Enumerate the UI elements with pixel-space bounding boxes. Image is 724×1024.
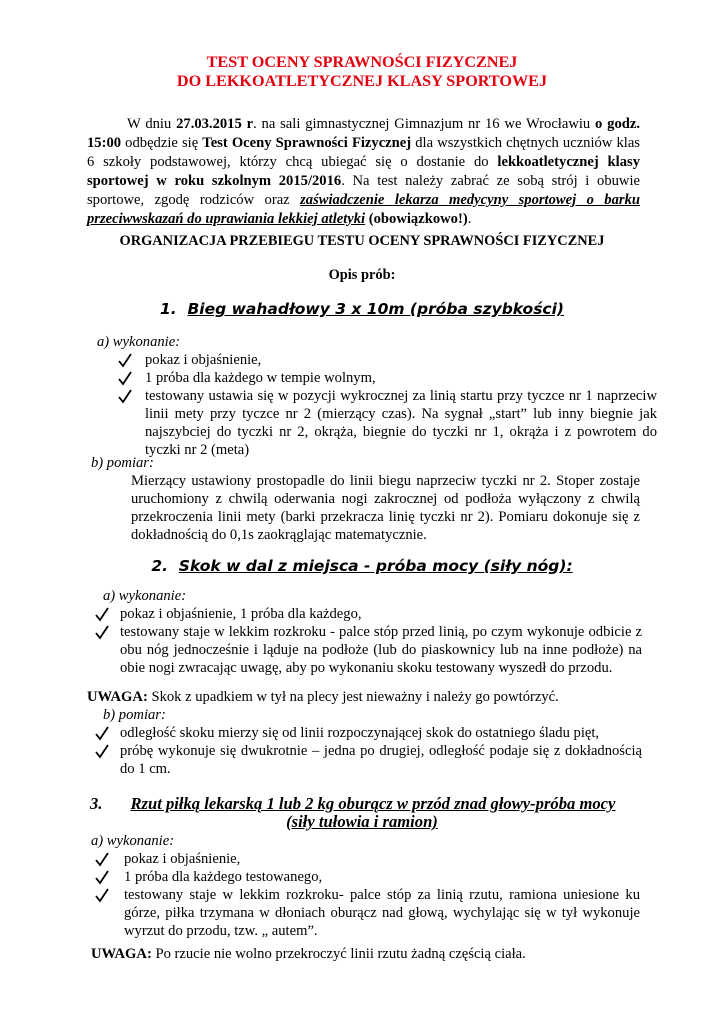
checkmark-icon <box>118 352 132 368</box>
checkmark-icon <box>95 624 109 640</box>
checkmark-icon <box>95 725 109 741</box>
checkmark-icon <box>118 370 132 386</box>
checkmark-icon <box>95 851 109 867</box>
tests-heading: Opis prób: <box>328 267 396 283</box>
organization-heading: ORGANIZACJA PRZEBIEGU TESTU OCENY SPRAWNOŚCI FIZYCZNEJ <box>119 233 605 249</box>
document-page: TEST OCENY SPRAWNOŚCI FIZYCZNEJ DO LEKKOATLETYCZNEJ KLASY SPORTOWEJ W dniu 27.03.2015 r. na sali gimnastycznej Gimnazjum nr 16 we Wrocławiu o godz. 15:00 odbędzie się Test Oceny Sprawności Fizycznej dla wszystkich chętnych uczniów klas 6 szkoły podstawowej, którzy chcą ubiegać się o dostanie do lekkoatletycznej klasy sportowej w roku szkolnym 2015/2016. Na test należy zabrać ze sobą strój i obuwie sportowe, zgodę rodziców oraz zaświadczenie lekarza medycyny sportowej o barku przeciwwskazań do uprawiania lekkiej atletyki (obowiązkowo!). ORGANIZACJA PRZEBIEGU TESTU OCENY SPRAWNOŚCI FIZYCZNEJ Opis prób: 1. Bieg wahadłowy 3 x 10m (próba szybkości) a) wykonanie: pokaz i objaśnienie, 1 próba dla każdego w tempie wolnym, testowany ustawia się w pozycji wykrocznej za linią startu przy tyczce nr 1 naprzeciw linii mety przy tyczce nr 2 (mierzący czas). Na sygnał „start” lub inny biegnie jak najszybciej do tyczki nr 2, okrąża, biegnie do tyczki nr 1, okrąża i z powrotem do tyczki nr 2 (meta) b) pomiar: Mierzący ustawiony prostopadle do linii biegu naprzeciw tyczki nr 2. Stoper zostaje uruchomiony z chwilą oderwania nogi zakrocznej od podłoża wyłączony z chwilą przekroczenia linii mety (barki przekracza linię tyczki nr 2). Pomiaru dokonuje się z dokładnością do 0,1s zaokrąglając matematycznie. 2. Skok w dal z miejsca - próba mocy (siły nóg): a) wykonanie: pokaz i objaśnienie, 1 próba dla każdego, testowany staje w lekkim rozkroku - palce stóp przed linią, po czym wykonuje odbicie z obu nóg jednocześnie i ląduje na podłoże (lub do piaskownicy lub na inne podłoże) na obie nogi zwracając uwagę, aby po wykonaniu skoku testowany wyszedł do przodu. UWAGA: Skok z upadkiem w tył na plecy jest nieważny i należy go powtórzyć. b) pomiar: odległość skoku mierzy się od linii rozpoczynającej skok do ostatniego śladu pięt, próbę wykonuje się dwukrotnie – jedna po drugiej, odległość podaje się z dokładnością do 1 cm. 3. Rzut piłką lekarską 1 lub 2 kg oburącz w przód znad głowy-próba mocy (siły tułowia i ramion) a) wykonanie: pokaz i objaśnienie, 1 próba dla każdego testowanego, testowany staje w lekkim rozkroku- palce stóp za linią rzutu, ramiona uniesione ku górze, piłka trzymana w dłoniach oburącz nad głową, wychylając się w tył wykonuje wyrzut do przodu, tzw. „ autem”. UWAGA: Po rzucie nie wolno przekroczyć linii rzutu żadną częścią ciała. <box>0 0 724 1024</box>
section-3-execution-label: a) wykonanie: <box>91 833 175 849</box>
checkmark-icon <box>118 388 132 404</box>
section-2-measurement-label: b) pomiar: <box>103 707 166 723</box>
section-2-heading: 2. Skok w dal z miejsca - próba mocy (siły nóg): <box>151 557 573 575</box>
section-1-measurement-label: b) pomiar: <box>91 455 154 471</box>
intro-paragraph: W dniu 27.03.2015 r. na sali gimnastycznej Gimnazjum nr 16 we Wrocławiu o godz. 15:00 odbędzie się Test Oceny Sprawności Fizycznej dla wszystkich chętnych uczniów klas 6 szkoły podstawowej, którzy chcą ubiegać się o dostanie do lekkoatletycznej klasy sportowej w roku szkolnym 2015/2016. Na test należy zabrać ze sobą strój i obuwie sportowe, zgodę rodziców oraz zaświadczenie lekarza medycyny sportowej o barku przeciwwskazań do uprawiania lekkiej atletyki (obowiązkowo!). <box>87 116 640 227</box>
section-1-execution-label: a) wykonanie: <box>97 334 181 350</box>
checkmark-icon <box>95 606 109 622</box>
section-2-execution-label: a) wykonanie: <box>103 588 187 604</box>
checkmark-icon <box>95 743 109 759</box>
section-3-heading-line-2: (siły tułowia i ramion) <box>286 812 438 831</box>
document-title-line-1: TEST OCENY SPRAWNOŚCI FIZYCZNEJ <box>206 53 518 71</box>
section-3-heading: 3. Rzut piłką lekarską 1 lub 2 kg oburącz w przód znad głowy-próba mocy <box>90 794 616 813</box>
section-1-heading: 1. Bieg wahadłowy 3 x 10m (próba szybkości) <box>159 300 565 318</box>
section-2-note: UWAGA: Skok z upadkiem w tył na plecy jest nieważny i należy go powtórzyć. <box>87 689 559 705</box>
section-3-note: UWAGA: Po rzucie nie wolno przekroczyć linii rzutu żadną częścią ciała. <box>91 946 526 962</box>
checkmark-icon <box>95 887 109 903</box>
document-title-line-2: DO LEKKOATLETYCZNEJ KLASY SPORTOWEJ <box>176 72 548 90</box>
section-1-measurement-text: Mierzący ustawiony prostopadle do linii biegu naprzeciw tyczki nr 2. Stoper zostaje uruchomiony z chwilą oderwania nogi zakrocznej od podłoża wyłączony z chwilą przekroczenia linii mety (barki przekracza linię tyczki nr 2). Pomiaru dokonuje się z dokładnością do 0,1s zaokrąglając matematycznie. <box>131 473 640 543</box>
checkmark-icon <box>95 869 109 885</box>
